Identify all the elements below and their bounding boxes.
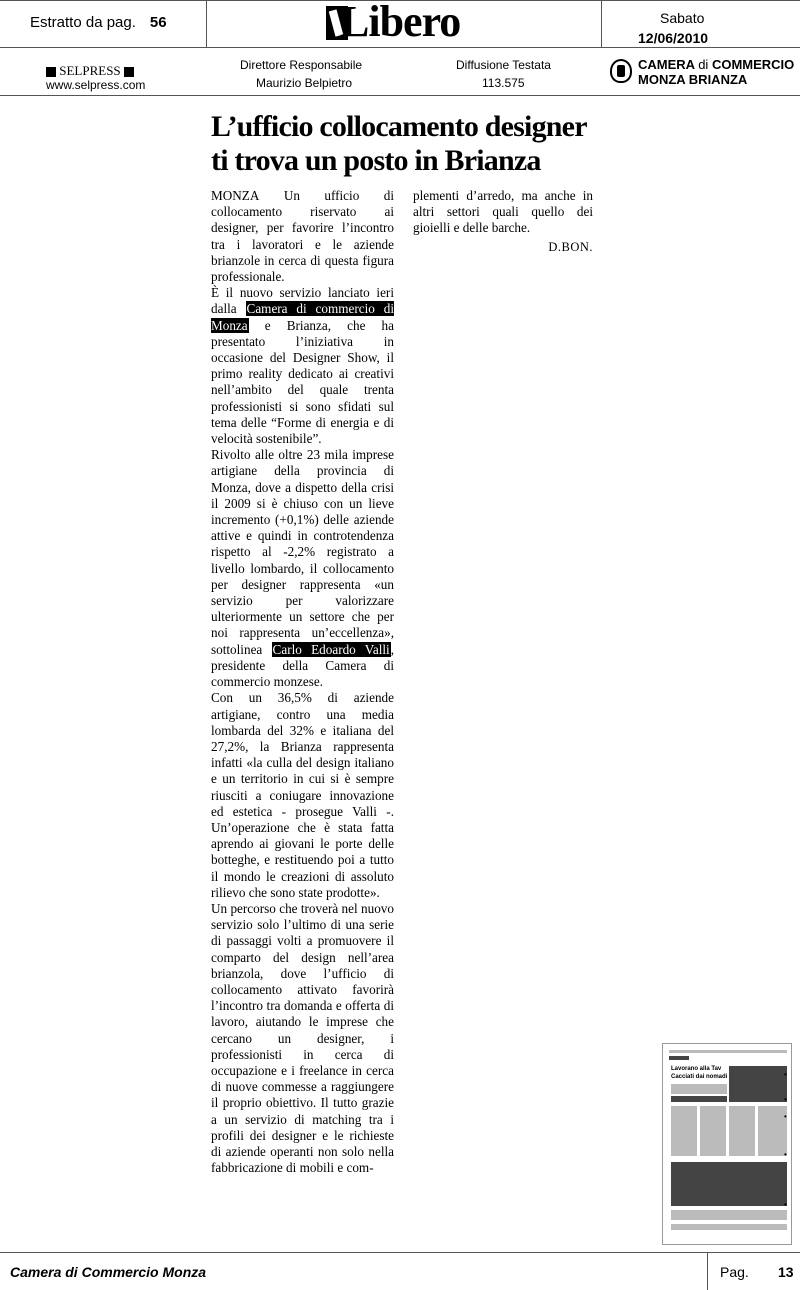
square-bullet-icon: [124, 67, 134, 77]
publication-logo: [322, 0, 490, 48]
client-name-line1: CAMERA di COMMERCIO: [638, 57, 795, 72]
issue-day: Sabato: [660, 10, 705, 26]
agency-name: SELPRESS: [46, 63, 134, 79]
highlighted-person: Carlo Edoardo Valli: [272, 641, 390, 657]
publication-name: Libero: [340, 0, 461, 46]
footer-page-number: 13: [778, 1264, 794, 1280]
client-name-line2: MONZA BRIANZA: [638, 72, 748, 87]
paragraph: Con un 36,5% di aziende artigiane, contro una media lombarda del 32% e italiana del 27,2%, la Brianza rappresenta infatti «la culla del design italiano e un territorio in cui si è sempre riusciti a coniugare innovazione ed estetica - prosegue Valli -. Un’operazione che è stata fatta aprendo ai giovani le porte delle botteghe, e restituendo poi a tutto il mondo le creazioni di assoluto rilievo che sono state prodotte».: [211, 690, 394, 900]
footer-source: Camera di Commercio Monza: [10, 1264, 207, 1280]
paragraph: È il nuovo servizio lanciato ieri dalla Camera di commercio di Monza e Brianza, che ha presentato l’iniziativa in occasione del Designer Show, il primo reality dedicato ai creativi nell’ambito del quale trenta professionisti si sono sfidati sul tema delle “Forme di energia e di velocità sostenibile”.: [211, 285, 395, 447]
clipping-header: [0, 0, 800, 96]
thumbnail-headline-1: Lavorano alla Tav: [671, 1066, 722, 1072]
extract-page-number: 56: [149, 14, 167, 31]
page-thumbnail: [662, 1043, 792, 1245]
dateline: MONZA: [211, 188, 260, 203]
circulation-value: 113.575: [482, 76, 525, 90]
paragraph: MONZA Un ufficio di collocamento riservato ai designer, per favorire l’incontro tra i lavoratori e le aziende brianzole in cerca di questa figura professionale.: [211, 188, 394, 285]
article-column-2: [413, 188, 593, 255]
chamber-seal-icon: [610, 59, 632, 83]
article-column-1: [211, 188, 394, 1176]
paragraph: Rivolto alle oltre 23 mila imprese artigiane della provincia di Monza, dove a dispetto della crisi il 2009 si è chiuso con un lieve incremento (+0,1%) delle aziende attive e quindi in controtendenza rispetto al -2,2% registrato a livello lombardo, il collocamento per designer rappresenta «un servizio per valorizzare ulteriormente un settore che per noi rappresenta un’eccellenza», sottolinea Carlo Edoardo Valli, presidente della Camera di commercio monzese.: [211, 447, 395, 690]
footer-page-label: Pag.: [720, 1264, 749, 1280]
paragraph: Un percorso che troverà nel nuovo servizio solo l’ultimo di una serie di passaggi volti a promuovere il comparto del design nell’area brianzola, dove l’ufficio di collocamento attivato favorirà l’incontro tra domanda e offerta di lavoro, aiutando le imprese che cercano un designer, i professionisti in cerca di occupazione e i freelance in cerca di nuove commesse a raggiungere il proprio obiettivo. Il tutto grazie a un servizio di matching tra i profili dei designer e le richieste di aziende operanti non solo nella fabbricazione di mobili e com-: [211, 900, 394, 1176]
author-signature: D.BON.: [548, 239, 593, 254]
square-bullet-icon: [46, 67, 56, 77]
extract-label: Estratto da pag.: [30, 14, 136, 31]
director-name: Maurizio Belpietro: [256, 76, 353, 90]
extract-page-info: [30, 14, 167, 31]
circulation-label: Diffusione Testata: [456, 58, 551, 72]
highlighted-entity: Camera di commercio di Monza: [211, 301, 395, 333]
paragraph: plementi d’arredo, ma anche in altri settori quali quello dei gioielli e delle barche.: [413, 188, 593, 236]
agency-url: www.selpress.com: [46, 78, 146, 92]
director-label: Direttore Responsabile: [240, 58, 363, 72]
issue-date: 12/06/2010: [638, 30, 709, 46]
article-headline: L’ufficio collocamento designer ti trova un posto in Brianza: [211, 110, 587, 177]
thumbnail-headline-2: Cacciati dai nomadi: [671, 1074, 728, 1080]
